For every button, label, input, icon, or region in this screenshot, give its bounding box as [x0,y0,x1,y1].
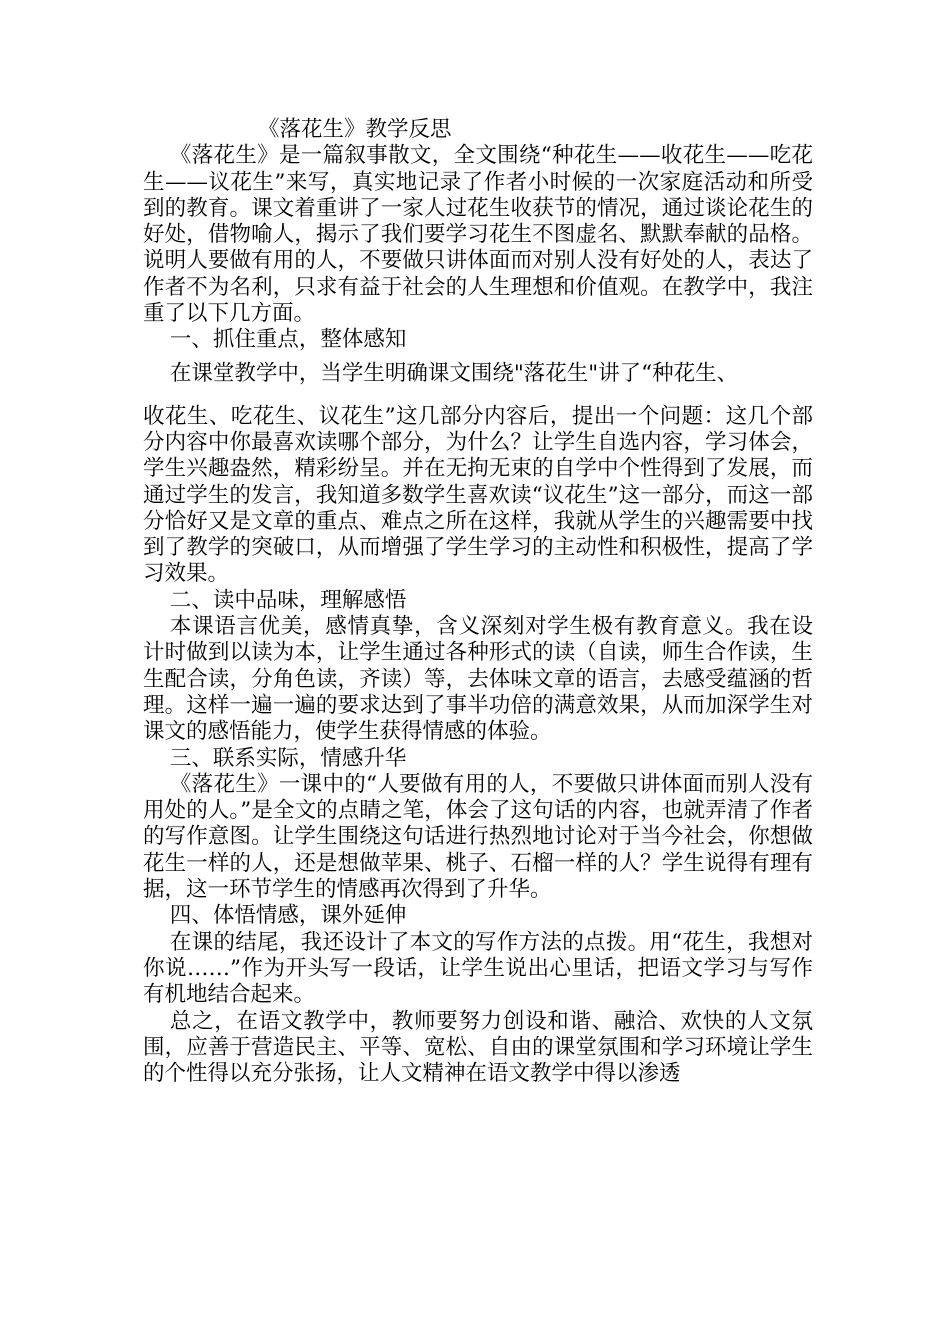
section-4-body: 在课的结尾，我还设计了本文的写作方法的点拨。用“花生，我想对你说……”作为开头写一段话，让学生说出心里话，把语文学习与写作有机地结合起来。 [143,929,813,1008]
section-1-body: 收花生、吃花生、议花生”这几部分内容后，提出一个问题：这几个部分内容中你最喜欢读哪个部分，为什么？让学生自选内容，学习体会，学生兴趣盎然，精彩纷呈。并在无拘无束的自学中个性得到了发展，而通过学生的发言，我知道多数学生喜欢读“议花生”这一部分，而这一部分恰好又是文章的重点、难点之所在这样，我就从学生的兴趣需要中找到了教学的突破口，从而增强了学生学习的主动性和积极性，提高了学习效果。 [143,403,813,587]
section-4-heading: 四、体悟情感，课外延伸 [169,903,407,929]
section-2-body: 本课语言优美，感情真挚，含义深刻对学生极有教育意义。我在设计时做到以读为本，让学生通过各种形式的读（自读，师生合作读，生生配合读，分角色读，齐读）等，去体味文章的语言，去感受蕴涵的哲理。这样一遍一遍的要求达到了事半功倍的满意效果，从而加深学生对课文的感悟能力，使学生获得情感的体验。 [143,614,813,745]
intro-paragraph: 《落花生》是一篇叙事散文，全文围绕“种花生——收花生——吃花生——议花生”来写，真实地记录了作者小时候的一次家庭活动和所受到的教育。课文着重讲了一家人过花生收获节的情况，通过谈论花生的好处，借物喻人，揭示了我们要学习花生不图虚名、默默奉献的品格。说明人要做有用的人，不要做只讲体面而对别人没有好处的人，表达了作者不为名利，只求有益于社会的人生理想和价值观。在教学中，我注重了以下几方面。 [143,143,813,327]
section-3-body: 《落花生》一课中的“人要做有用的人，不要做只讲体面而别人没有用处的人。”是全文的点睛之笔，体会了这句话的内容，也就弄清了作者的写作意图。让学生围绕这句话进行热烈地讨论对于当今社会，你想做花生一样的人，还是想做苹果、桃子、石榴一样的人？学生说得有理有据，这一环节学生的情感再次得到了升华。 [143,771,813,903]
section-3-heading: 三、联系实际，情感升华 [169,745,407,771]
section-2-heading: 二、读中品味，理解感悟 [169,587,407,613]
section-1-first-line: 在课堂教学中，当学生明确课文围绕"落花生"讲了“种花生、 [169,360,739,386]
document-body [143,117,813,1087]
document-title: 《落花生》教学反思 [258,117,452,142]
section-1-heading: 一、抓住重点，整体感知 [169,327,407,353]
conclusion-paragraph: 总之，在语文教学中，教师要努力创设和谐、融洽、欢快的人文氛围，应善于营造民主、平等、宽松、自由的课堂氛围和学习环境让学生的个性得以充分张扬，让人文精神在语文教学中得以渗透 [143,1008,813,1087]
